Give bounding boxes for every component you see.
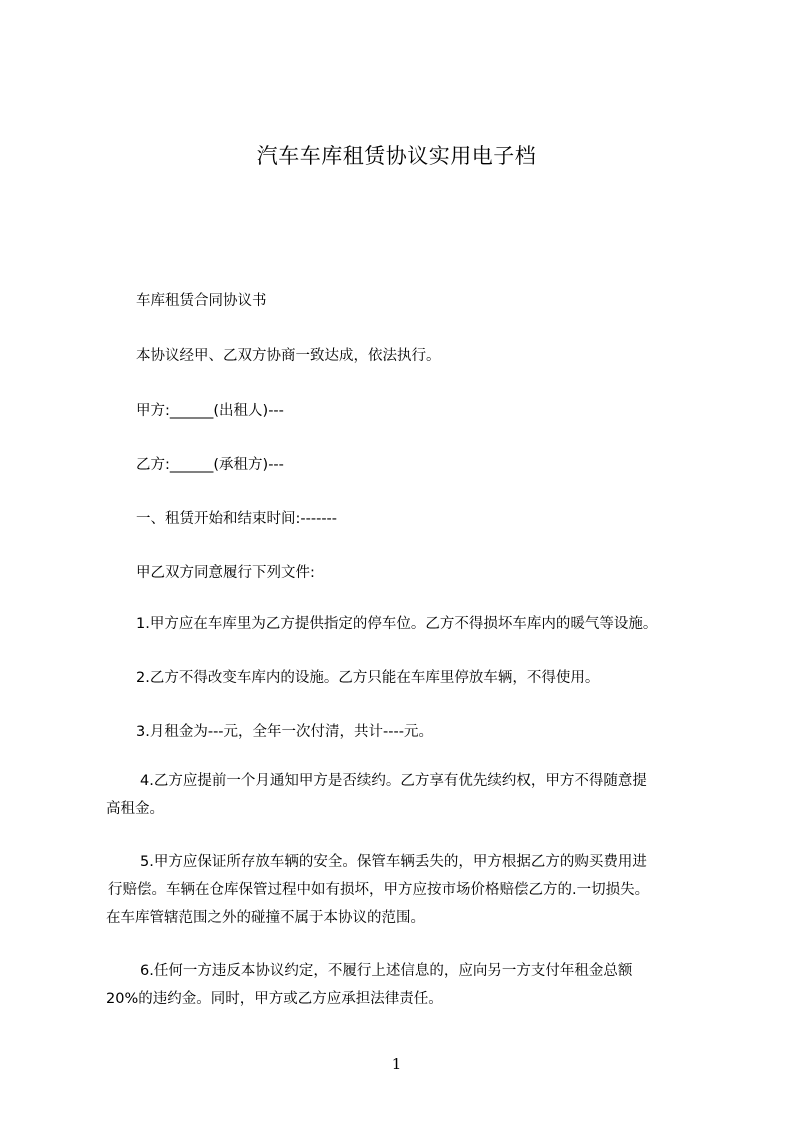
clause-6-line-1: 6.任何一方违反本协议约定，不履行上述信息的，应向另一方支付年租金总额: [140, 963, 633, 979]
clause-5-line-2: 行赔偿。车辆在仓库保管过程中如有损坏，甲方应按市场价格赔偿乙方的.一切损失。: [108, 882, 650, 898]
clause-1: 1.甲方应在车库里为乙方提供指定的停车位。乙方不得损坏车库内的暖气等设施。: [136, 616, 658, 632]
document-title: 汽车车库租赁协议实用电子档: [256, 144, 537, 168]
clause-6: [106, 957, 702, 1013]
clause-6-line-2: 20%的违约金。同时，甲方或乙方应承担法律责任。: [106, 991, 443, 1007]
clause-5-line-3: 在车库管辖范围之外的碰撞不属于本协议的范围。: [106, 910, 425, 926]
section-1-heading: 一、租赁开始和结束时间:-------: [136, 511, 338, 527]
clause-5: [106, 848, 702, 932]
clause-3: 3.月租金为---元，全年一次付清，共计----元。: [136, 724, 433, 740]
contract-subtitle: 车库租赁合同协议书: [136, 293, 267, 309]
clause-4: [106, 767, 702, 823]
agreement-lead-in: 甲乙双方同意履行下列文件:: [136, 565, 315, 581]
clause-5-line-1: 5.甲方应保证所存放车辆的安全。保管车辆丢失的，甲方根据乙方的购买费用进: [140, 854, 647, 870]
clause-4-line-1: 4.乙方应提前一个月通知甲方是否续约。乙方享有优先续约权，甲方不得随意提: [140, 773, 647, 789]
clause-4-line-2: 高租金。: [106, 801, 164, 817]
party-a-line: 甲方:______(出租人)---: [136, 403, 284, 419]
party-b-line: 乙方:______(承租方)---: [136, 457, 284, 473]
page-number: 1: [391, 1055, 402, 1073]
intro-paragraph: 本协议经甲、乙双方协商一致达成，依法执行。: [136, 348, 441, 364]
clause-2: 2.乙方不得改变车库内的设施。乙方只能在车库里停放车辆，不得使用。: [136, 670, 600, 686]
